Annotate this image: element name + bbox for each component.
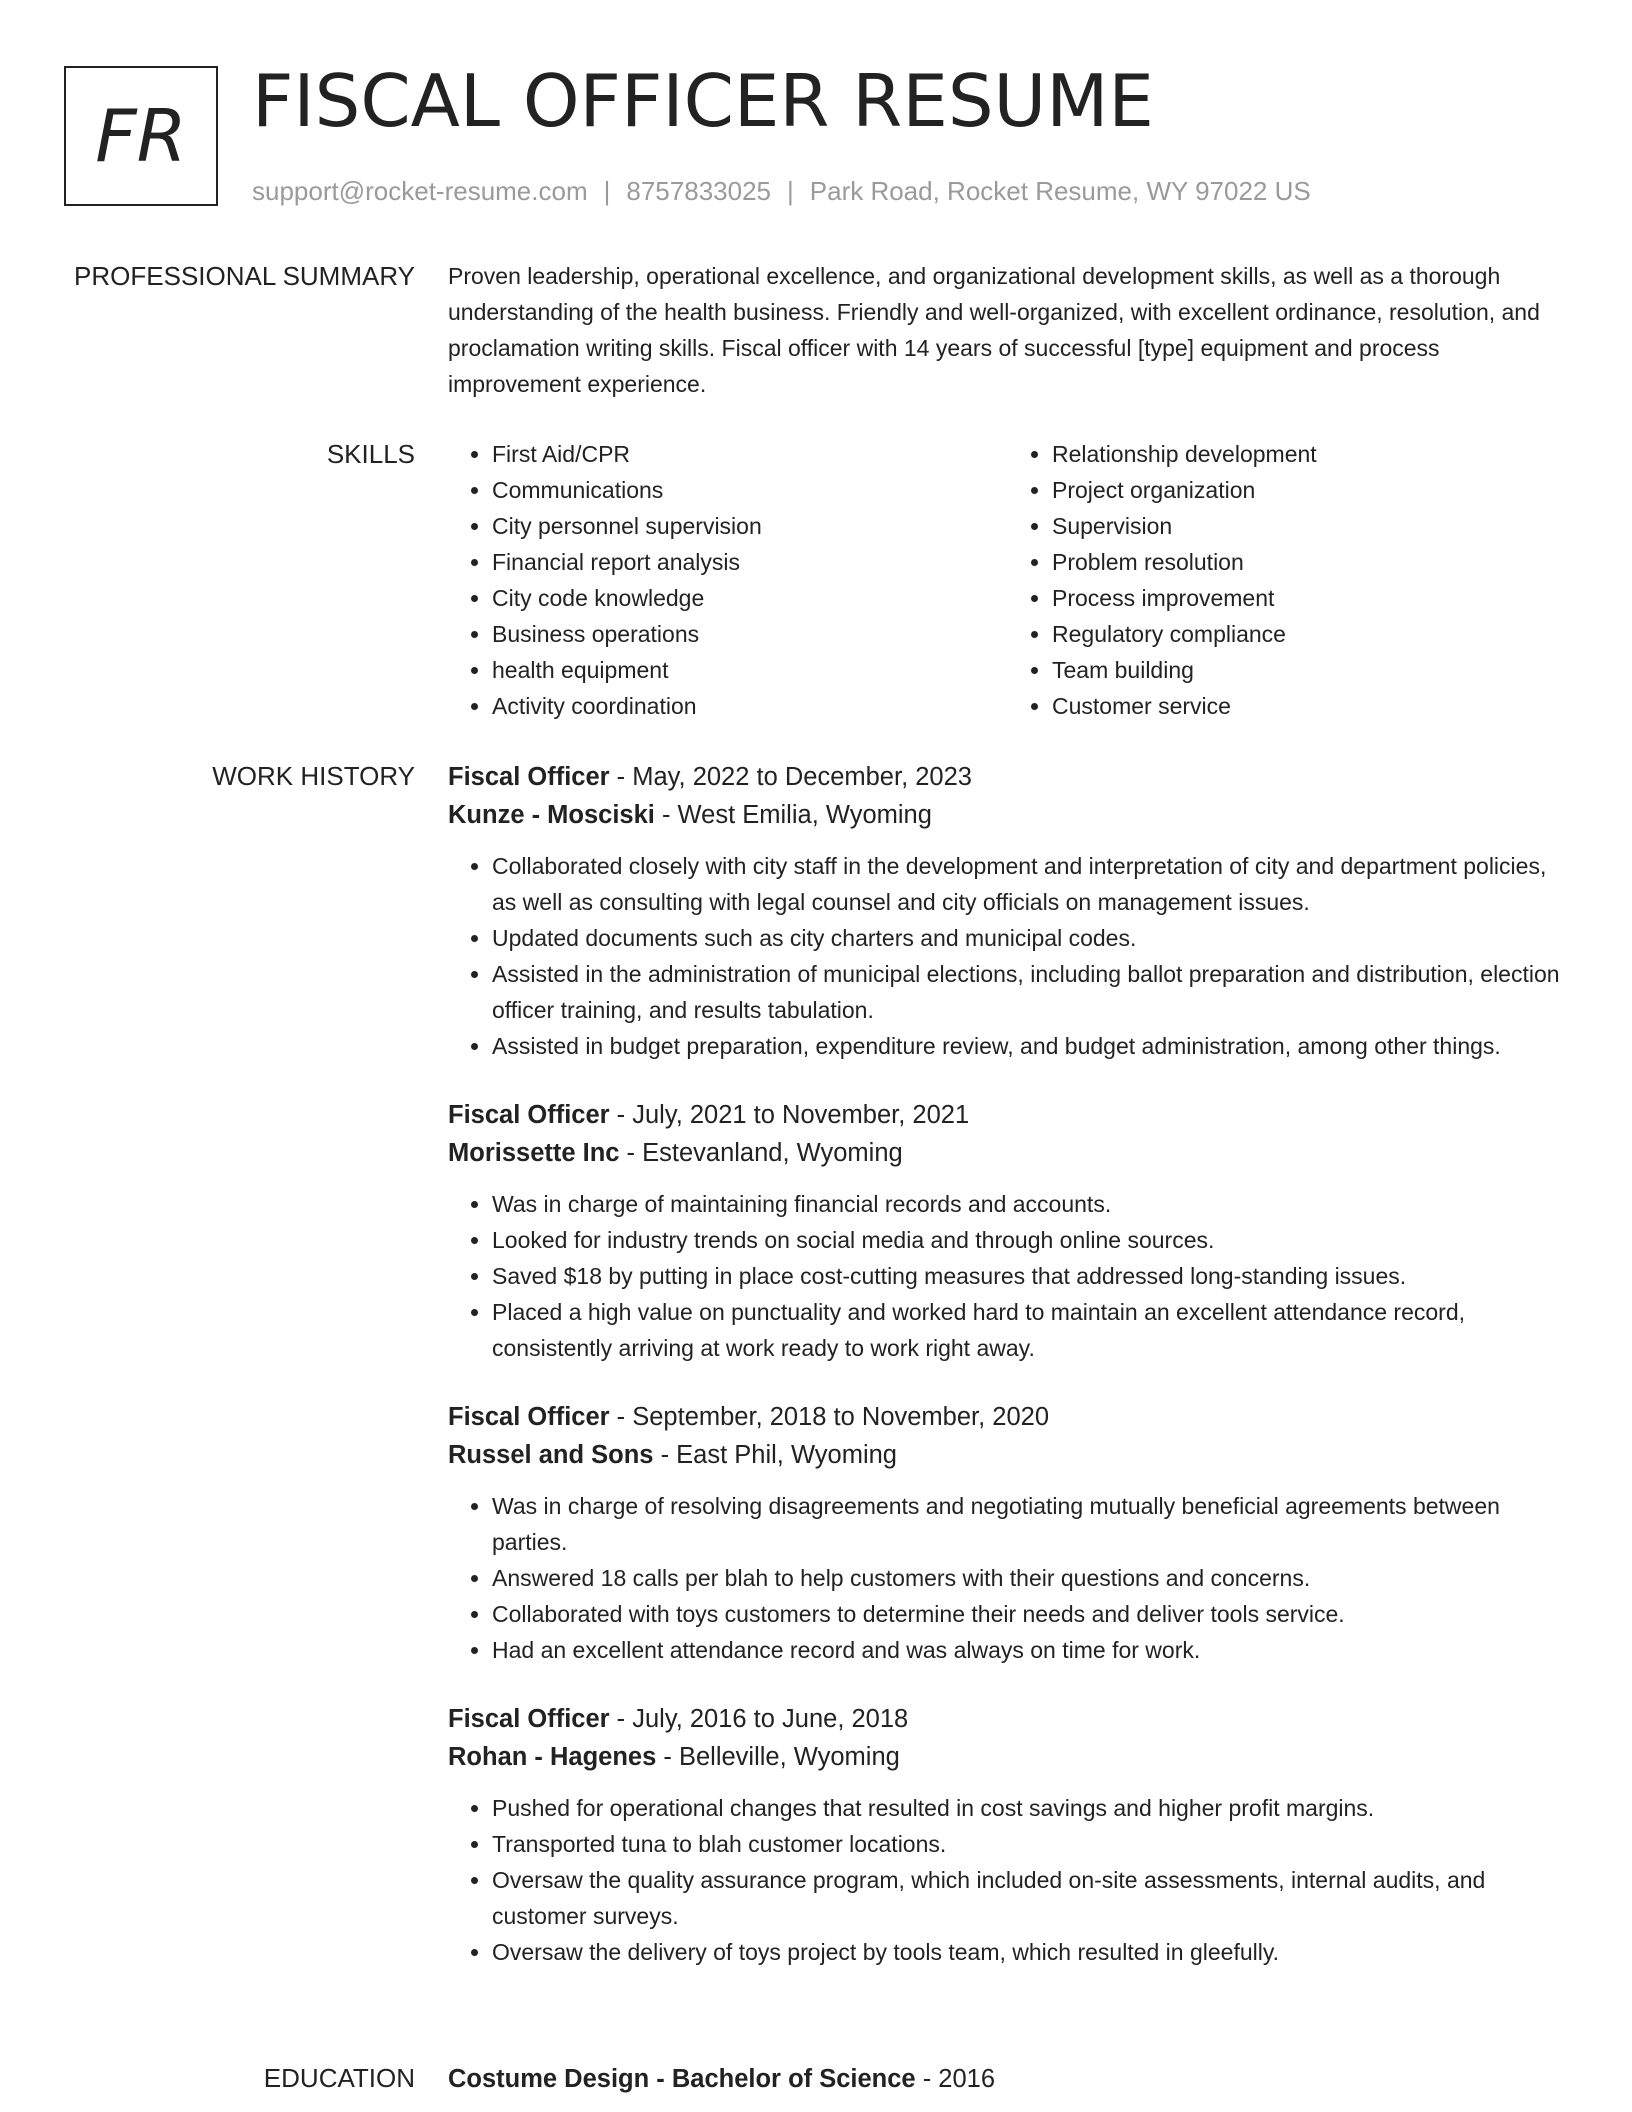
- job-company: Morissette Inc: [448, 1139, 620, 1167]
- job-bullet: • Placed a high value on punctuality and worked hard to maintain an excellent attendance record, consistently arriving at work ready to work right away.: [492, 1294, 1568, 1366]
- job-title: Fiscal Officer: [448, 1101, 610, 1129]
- skill-item: • Customer service: [1052, 688, 1568, 724]
- skill-item: • Problem resolution: [1052, 544, 1568, 580]
- job-bullets: [448, 848, 1568, 1064]
- job-location: - Belleville, Wyoming: [656, 1743, 900, 1771]
- education-degree: Costume Design - Bachelor of Science: [448, 2065, 916, 2093]
- contact-separator: |: [787, 176, 794, 206]
- skill-item: • Business operations: [492, 616, 1008, 652]
- job-bullet: • Answered 18 calls per blah to help customers with their questions and concerns.: [492, 1560, 1568, 1596]
- job-dates: - July, 2021 to November, 2021: [609, 1101, 970, 1129]
- work-content: [448, 758, 1568, 2002]
- job-bullet: • Looked for industry trends on social media and through online sources.: [492, 1222, 1568, 1258]
- job-entry: [448, 1398, 1568, 1668]
- job-bullet: • Updated documents such as city charters and municipal codes.: [492, 920, 1568, 956]
- skills-list-right: [1008, 436, 1568, 724]
- job-entry: [448, 1700, 1568, 1970]
- job-company: Kunze - Mosciski: [448, 801, 655, 829]
- job-bullet: • Was in charge of resolving disagreements and negotiating mutually beneficial agreements between parties.: [492, 1488, 1568, 1560]
- job-bullet: • Oversaw the quality assurance program, which included on-site assessments, internal audits, and customer surveys.: [492, 1862, 1568, 1934]
- job-company: Russel and Sons: [448, 1441, 654, 1469]
- skill-item: • Process improvement: [1052, 580, 1568, 616]
- job-company-line: [448, 1134, 1568, 1172]
- skill-item: • Financial report analysis: [492, 544, 1008, 580]
- education-year: - 2016: [915, 2065, 996, 2093]
- education-line: [448, 2060, 1568, 2098]
- education-content: [448, 2060, 1568, 2098]
- skills-content: [448, 436, 1568, 724]
- job-location: - East Phil, Wyoming: [653, 1441, 897, 1469]
- summary-text: Proven leadership, operational excellence, and organizational development skills, as well as a thorough understanding of the health business. Friendly and well-organized, with excellent ordinance, resolution, and proclamation writing skills. Fiscal officer with 14 years of successful [type] equipment and process improvement experience.: [448, 263, 1540, 397]
- monogram-box: [64, 66, 218, 206]
- section-label-skills: SKILLS: [326, 439, 415, 469]
- job-bullets: [448, 1186, 1568, 1366]
- job-title: Fiscal Officer: [448, 1705, 610, 1733]
- skill-item: • City code knowledge: [492, 580, 1008, 616]
- skill-item: • Project organization: [1052, 472, 1568, 508]
- job-title-line: [448, 758, 1568, 796]
- job-entry: [448, 758, 1568, 1064]
- job-title-line: [448, 1096, 1568, 1134]
- job-bullets: [448, 1488, 1568, 1668]
- job-bullet: • Had an excellent attendance record and was always on time for work.: [492, 1632, 1568, 1668]
- skill-item: • Regulatory compliance: [1052, 616, 1568, 652]
- job-title-line: [448, 1398, 1568, 1436]
- contact-phone[interactable]: 8757833025: [626, 176, 771, 206]
- summary-content: [448, 258, 1568, 402]
- monogram-initials: FR: [95, 94, 187, 178]
- skill-item: • Communications: [492, 472, 1008, 508]
- job-bullet: • Assisted in budget preparation, expenditure review, and budget administration, among other things.: [492, 1028, 1568, 1064]
- section-label-work: WORK HISTORY: [212, 761, 415, 791]
- job-bullet: • Transported tuna to blah customer locations.: [492, 1826, 1568, 1862]
- job-company: Rohan - Hagenes: [448, 1743, 657, 1771]
- job-dates: - September, 2018 to November, 2020: [609, 1403, 1050, 1431]
- contact-address: Park Road, Rocket Resume, WY 97022 US: [809, 176, 1311, 206]
- resume-title: FISCAL OFFICER RESUME: [252, 59, 1154, 143]
- job-bullet: • Was in charge of maintaining financial records and accounts.: [492, 1186, 1568, 1222]
- job-bullet: • Assisted in the administration of municipal elections, including ballot preparation and distribution, election officer training, and results tabulation.: [492, 956, 1568, 1028]
- contact-email[interactable]: support@rocket-resume.com: [252, 176, 588, 206]
- job-company-line: [448, 1738, 1568, 1776]
- job-bullet: • Collaborated with toys customers to determine their needs and deliver tools service.: [492, 1596, 1568, 1632]
- job-bullet: • Oversaw the delivery of toys project by tools team, which resulted in gleefully.: [492, 1934, 1568, 1970]
- job-title: Fiscal Officer: [448, 1403, 610, 1431]
- skill-item: • Supervision: [1052, 508, 1568, 544]
- job-company-line: [448, 1436, 1568, 1474]
- skill-item: • health equipment: [492, 652, 1008, 688]
- job-bullet: • Pushed for operational changes that resulted in cost savings and higher profit margins.: [492, 1790, 1568, 1826]
- contact-separator: |: [603, 176, 611, 206]
- skill-item: • Team building: [1052, 652, 1568, 688]
- job-location: - West Emilia, Wyoming: [654, 801, 932, 829]
- job-title-line: [448, 1700, 1568, 1738]
- job-entry: [448, 1096, 1568, 1366]
- contact-line: [252, 174, 1311, 208]
- job-company-line: [448, 796, 1568, 834]
- job-title: Fiscal Officer: [448, 763, 610, 791]
- skill-item: • First Aid/CPR: [492, 436, 1008, 472]
- section-label-summary: PROFESSIONAL SUMMARY: [74, 261, 415, 291]
- job-bullets: [448, 1790, 1568, 1970]
- job-bullet: • Collaborated closely with city staff in the development and interpretation of city and department policies, as well as consulting with legal counsel and city officials on management issues.: [492, 848, 1568, 920]
- job-dates: - July, 2016 to June, 2018: [609, 1705, 909, 1733]
- job-bullet: • Saved $18 by putting in place cost-cutting measures that addressed long-standing issues.: [492, 1258, 1568, 1294]
- section-label-education: EDUCATION: [263, 2063, 415, 2093]
- skill-item: • City personnel supervision: [492, 508, 1008, 544]
- skill-item: • Relationship development: [1052, 436, 1568, 472]
- job-location: - Estevanland, Wyoming: [619, 1139, 903, 1167]
- job-dates: - May, 2022 to December, 2023: [609, 763, 972, 791]
- skill-item: • Activity coordination: [492, 688, 1008, 724]
- skills-list-left: [448, 436, 1008, 724]
